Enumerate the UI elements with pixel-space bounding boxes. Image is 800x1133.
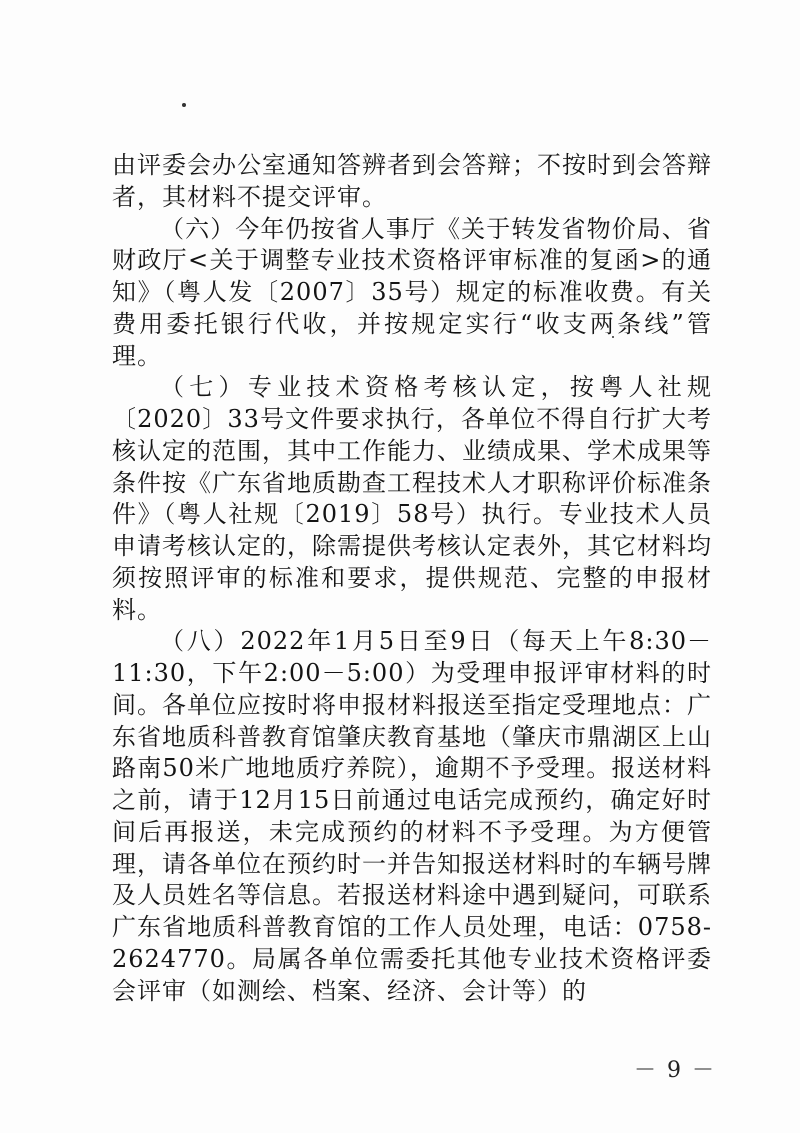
paragraph-seven-assessment: （七）专业技术资格考核认定，按粤人社规〔2020〕33号文件要求执行，各单位不得自行扩大考核认定的范围，其中工作能力、业绩成果、学术成果等条件按《广东省地质勘查工程技术人才职称评价标准条件》（粤人社规〔2019〕58号）执行。专业技术人员申请考核认定的，除需提供考核认定表外，其它材料均须按照评审的标准和要求，提供规范、完整的申报材料。 bbox=[112, 373, 712, 624]
paragraph-six-fees: （六）今年仍按省人事厅《关于转发省物价局、省财政厅<关于调整专业技术资格评审标准的复函>的通知》（粤人发〔2007〕35号）规定的标准收费。有关费用委托银行代收，并按规定实行“收支两条线”管理。 bbox=[112, 214, 712, 370]
document-body bbox=[112, 150, 712, 1007]
paragraph-continuation: 由评委会办公室通知答辨者到会答辩；不按时到会答辩者，其材料不提交评审。 bbox=[112, 151, 712, 211]
scan-speck bbox=[182, 103, 186, 107]
page-number: － 9 － bbox=[634, 1058, 716, 1083]
paragraph-eight-submission: （八）2022年1月5日至9日（每天上午8:30－11:30，下午2:00－5:00）为受理申报评审材料的时间。各单位应按时将申报材料报送至指定受理地点：广东省地质科普教育馆肇庆教育基地（肇庆市鼎湖区上山路南50米广地地质疗养院），逾期不予受理。报送材料之前，请于12月15日前通过电话完成预约，确定好时间后再报送，未完成预约的材料不予受理。为方便管理，请各单位在预约时一并告知报送材料时的车辆号牌及人员姓名等信息。若报送材料途中遇到疑问，可联系广东省地质科普教育馆的工作人员处理，电话：0758-2624770。局属各单位需委托其他专业技术资格评委会评审（如测绘、档案、经济、会计等）的 bbox=[112, 627, 712, 1005]
